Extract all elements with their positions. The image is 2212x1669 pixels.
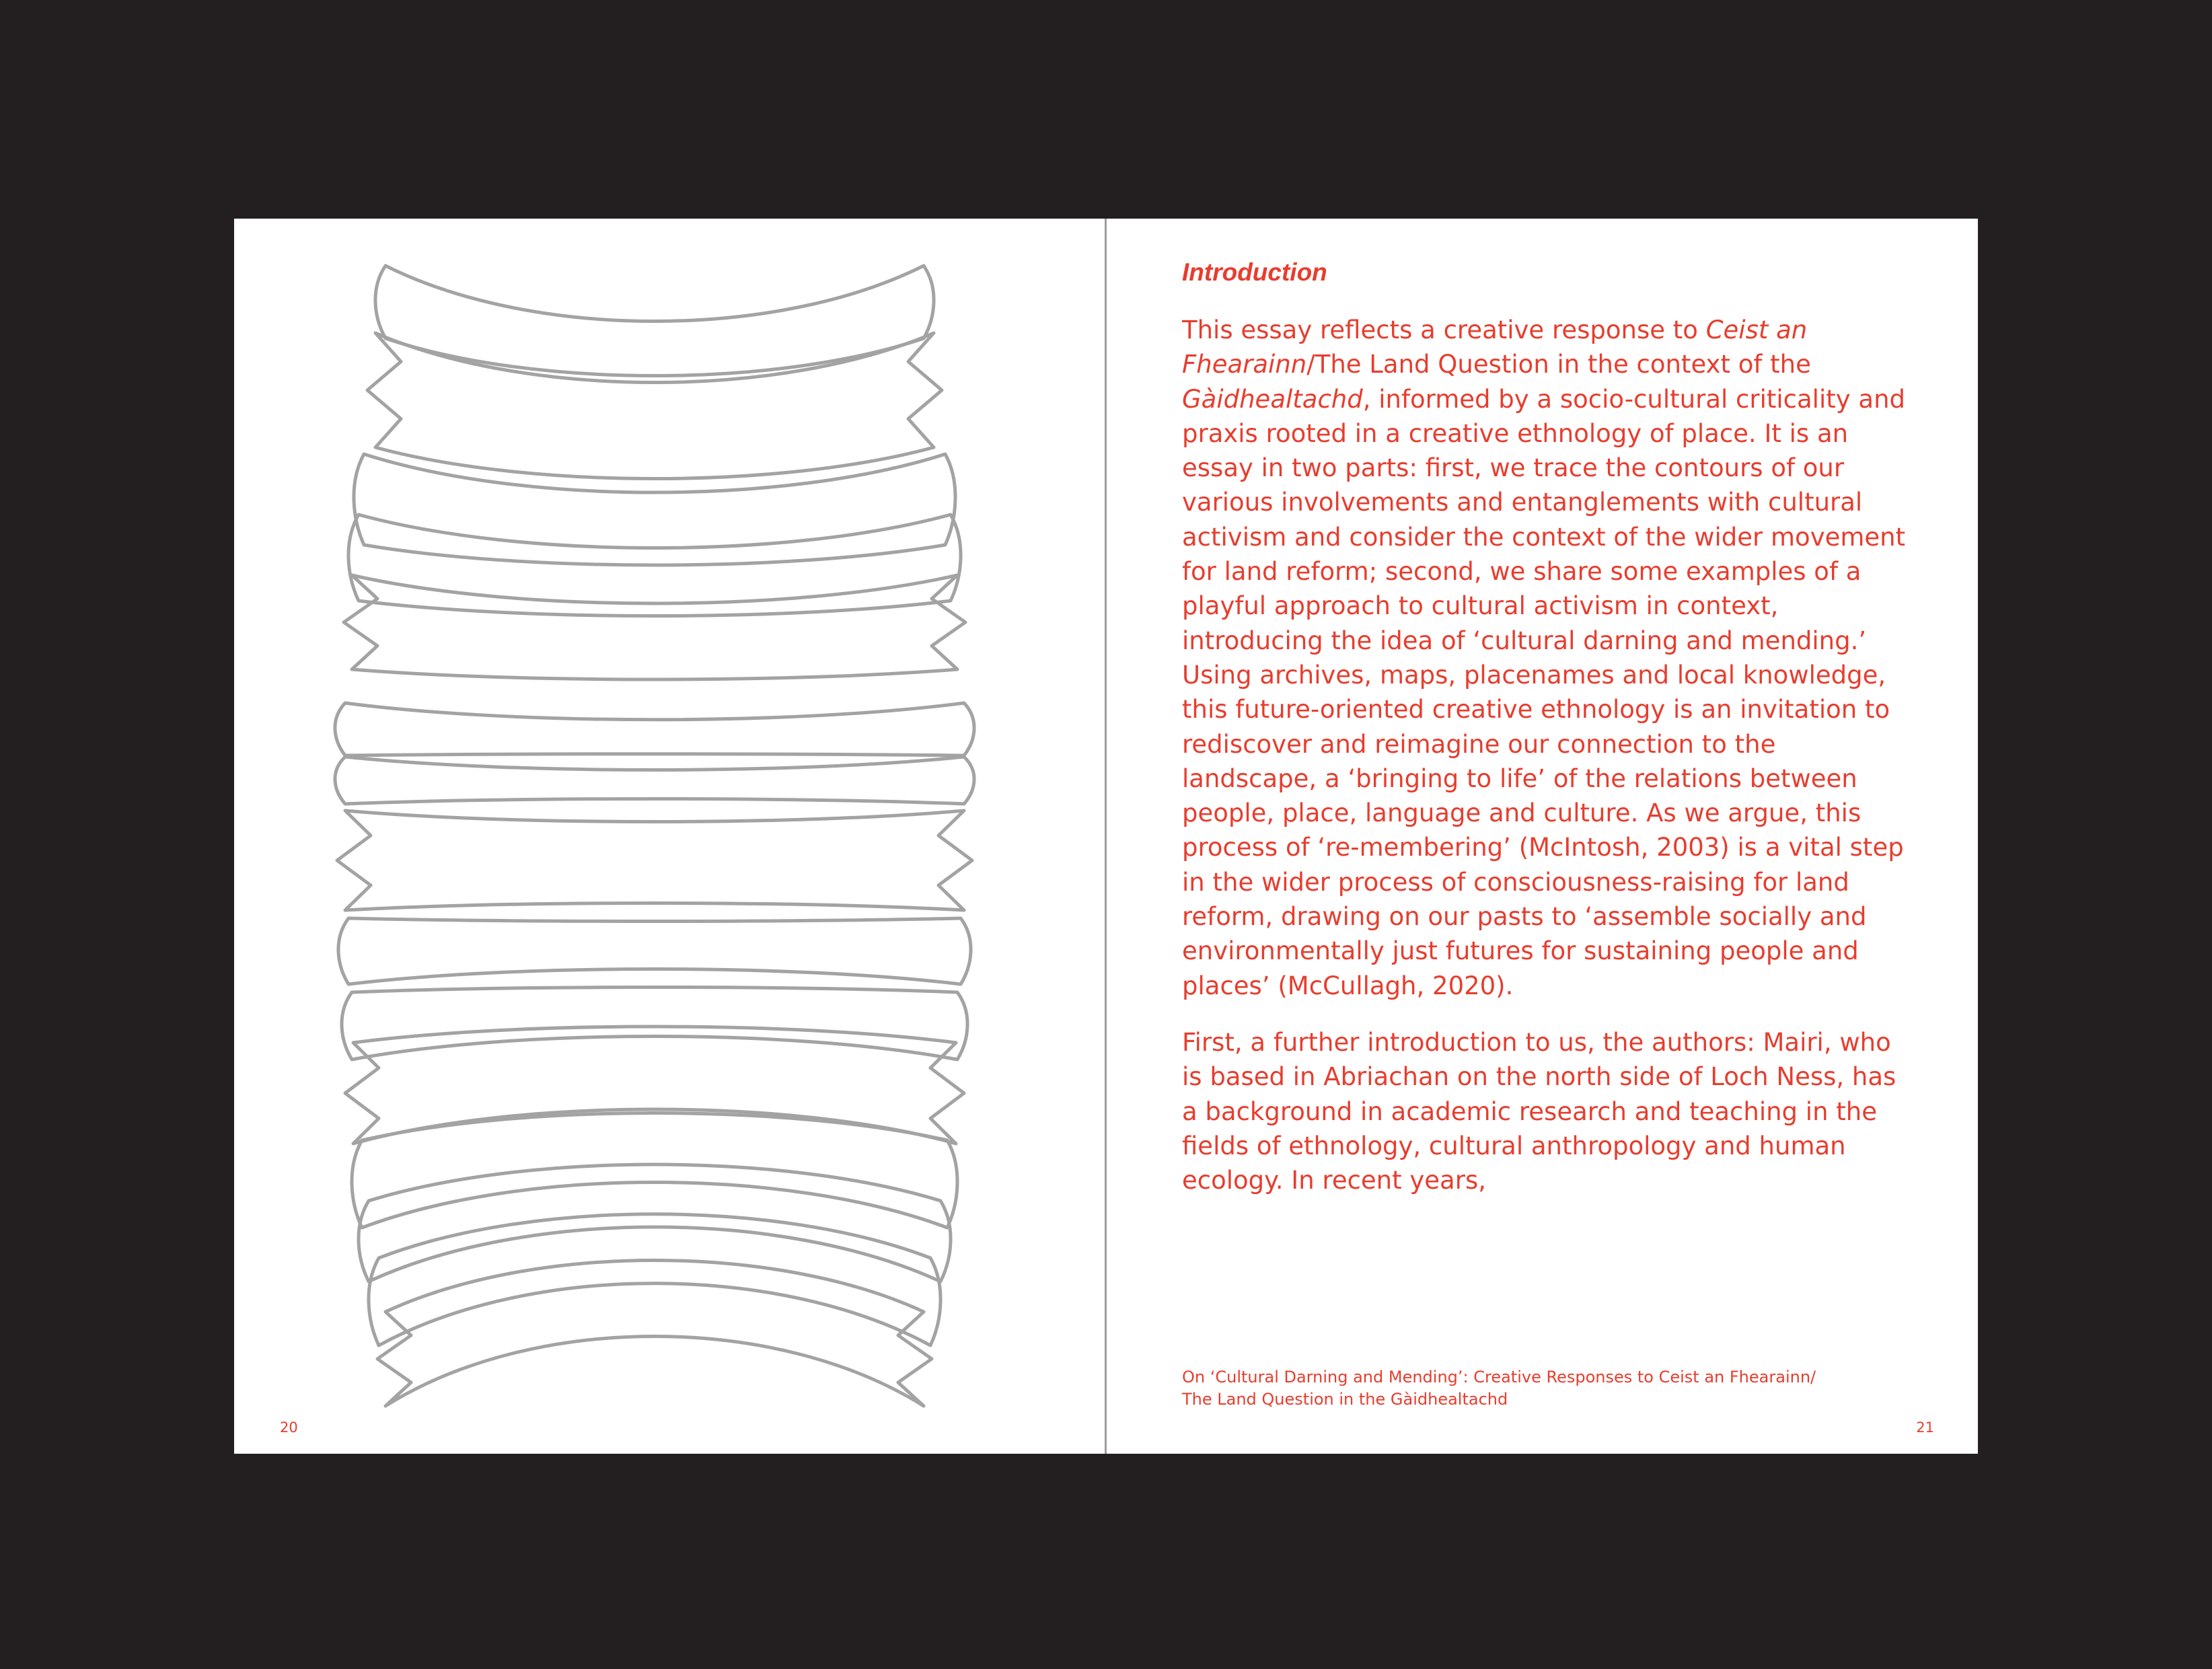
p1-text-b: /The Land Question in the context of the [1306,350,1811,379]
p1-text-c: , informed by a socio-cultural criticality and praxis rooted in a creative ethnology of place. It is an essay in two parts: first, we trace the contours of our various involvements and entanglements with cultural activism and consider the context of the wider movement for land reform; second, we share some examples of a playful approach to cultural activism in context, introducing the idea of ‘cultural darning and mending.’ Using archives, maps, placenames and local knowledge, this future-oriented creative ethnology is an invitation to rediscover and reimagine our connection to the landscape, a ‘bringing to life’ of the relations between people, place, language and culture. As we argue, this process of ‘re-membering’ (McIntosh, 2003) is a vital step in the wider process of consciousness-raising for land reform, drawing on our pasts to ‘assemble socially and environmentally just futures for sustaining people and places’ (McCullagh, 2020). [1182,384,1906,1000]
stacked-arcs-illustration [234,219,1105,1454]
section-heading: Introduction [1182,258,1327,286]
arc-outline-shape [342,988,967,1060]
essay-body [1182,313,1915,1220]
arc-outline-shape [369,1214,941,1345]
book-spread [234,219,1978,1454]
left-page [234,219,1105,1454]
right-page [1107,219,1978,1454]
arc-outline-shape [335,703,974,755]
arc-outline-shape [338,918,971,984]
paragraph-intro [1182,313,1915,1003]
arc-outline-shape [335,757,974,804]
running-footer-line-1: On ‘Cultural Darning and Mending’: Creative Responses to Ceist an Fhearainn/ [1182,1368,1816,1386]
arc-outline-shape [352,1113,957,1228]
running-footer [1182,1366,1855,1411]
p1-italic-gaidhealtachd: Gàidhealtachd [1182,384,1363,414]
p1-text-a: This essay reflects a creative response to [1182,316,1706,344]
p1-italic-ceist: Ceist an Fhearainn [1182,316,1808,379]
paragraph-authors: First, a further introduction to us, the authors: Mairi, who is based in Abriachan on the north side of Loch Ness, has a background in academic research and teaching in the fields of ethnology, cultural anthropology and human ecology. In recent years, [1182,1027,1896,1195]
arc-outline-shape [337,811,972,910]
page-number-right: 21 [1916,1419,1934,1436]
arc-outline-shape [344,575,965,679]
running-footer-line-2: The Land Question in the Gàidhealtachd [1182,1390,1508,1409]
page-number-left: 20 [280,1419,298,1436]
